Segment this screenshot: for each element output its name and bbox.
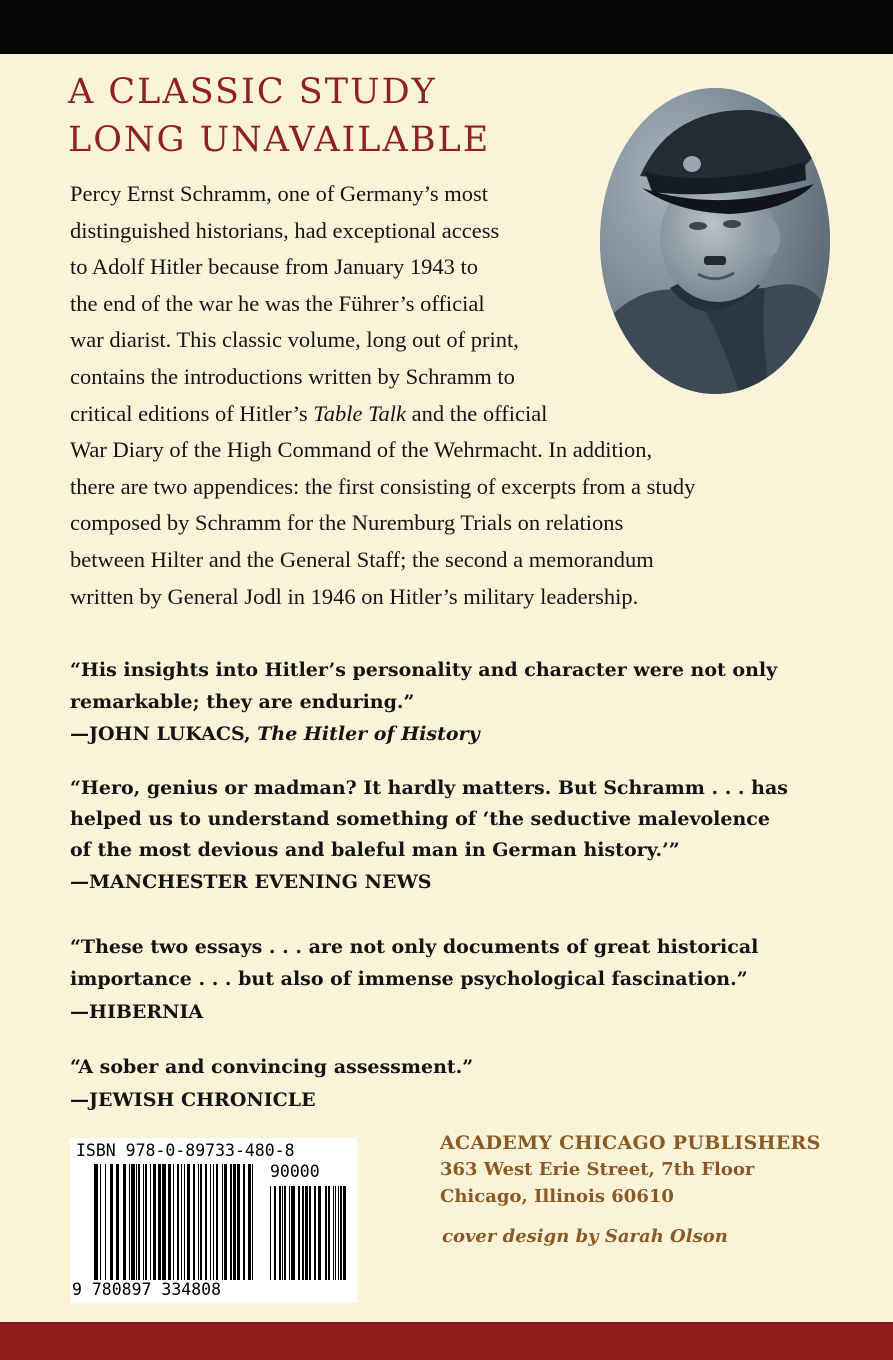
ean-number: 9 780897 334808 [72,1280,222,1299]
bottom-red-band [0,1322,893,1360]
description-line: there are two appendices: the first consisting of excerpts from a study [70,473,696,499]
barcode-bar [153,1164,156,1280]
barcode-bar [318,1186,321,1280]
barcode-bar [123,1164,126,1280]
barcode-bar [105,1164,106,1280]
book-title-table-talk: Table Talk [313,400,407,426]
barcode-bar [305,1186,308,1280]
barcode-bar [335,1186,336,1280]
quote-attribution [70,719,480,749]
barcode-bar [198,1164,199,1280]
barcode-bar [173,1164,174,1280]
barcode-bar [237,1164,240,1280]
barcode-bar [343,1186,346,1280]
description-line: contains the introductions written by Schramm to [70,364,515,389]
barcode-bar [289,1186,290,1280]
author-portrait-photo [600,88,830,394]
barcode-bar [224,1164,227,1280]
barcode-bar [314,1186,316,1280]
description-line [70,397,547,431]
barcode-bar [309,1186,311,1280]
barcode-bar [233,1164,236,1280]
publisher-address-city: Chicago, Illinois 60610 [440,1186,674,1207]
description-text: and the official [406,400,548,426]
barcode-bar [243,1164,245,1280]
headline [68,68,490,164]
barcode-bar [94,1164,98,1280]
barcode-bar [216,1164,218,1280]
description-line: written by General Jodl in 1946 on Hitler’s military leadership. [70,583,639,609]
barcode-bar [213,1164,214,1280]
barcode-bar [181,1164,182,1280]
description-line: the end of the war he was the Führer’s official [70,290,485,316]
isbn-barcode [70,1138,357,1303]
barcode-bar [168,1164,171,1280]
publisher-address-street: 363 West Erie Street, 7th Floor [440,1159,755,1180]
headline-line-2: LONG UNAVAILABLE [68,120,491,160]
quote-line: “These two essays . . . are not only documents of great historical [70,936,759,958]
attribution-name: —JOHN LUKACS, [70,723,258,745]
barcode-bar [150,1164,151,1280]
quote-line: “Hero, genius or madman? It hardly matters. But Schramm . . . has [70,777,788,799]
cover-design-credit: cover design by Sarah Olson [442,1226,728,1247]
quote-attribution: —JEWISH CHRONICLE [70,1089,316,1111]
barcode-bar [138,1164,140,1280]
quote-attribution: —HIBERNIA [70,1001,204,1023]
barcode-bar [193,1164,195,1280]
headline-line-1: A CLASSIC STUDY [68,72,437,112]
description-text: critical editions of Hitler’s [70,400,314,426]
barcode-bar [129,1164,130,1280]
quote-line: helped us to understand something of ‘the seductive malevolence [70,808,770,830]
barcode-bar [248,1164,251,1280]
barcode-bar [177,1164,179,1280]
description-line: war diarist. This classic volume, long out of print, [70,327,519,353]
barcode-bar [162,1164,166,1280]
barcode-bar [338,1186,339,1280]
barcode-bar [340,1186,342,1280]
barcode-bar [279,1186,281,1280]
description-line: between Hilter and the General Staff; the second a memorandum [70,547,654,572]
quote-line: remarkable; they are enduring.” [70,691,415,713]
attribution-source-title: The Hitler of History [257,723,480,745]
barcode-bar [270,1186,271,1280]
barcode-bar [158,1164,161,1280]
barcode-bar [116,1164,119,1280]
barcode-bar [230,1164,232,1280]
barcode-bar [205,1164,207,1280]
barcode-bar [187,1164,190,1280]
barcode-bar [110,1164,113,1280]
barcode-bar [252,1164,253,1280]
quote-line: “A sober and convincing assessment.” [70,1056,474,1078]
barcode-bar [274,1186,276,1280]
price-code: 90000 [270,1162,320,1181]
barcode-bar [328,1186,330,1280]
barcode-bar [143,1164,144,1280]
description-line: War Diary of the High Command of the Wehrmacht. In addition, [70,437,653,463]
barcode-bar [131,1164,135,1280]
description-line: distinguished historians, had exceptional access [70,217,500,243]
price-barcode-bars [270,1186,346,1280]
quote-line: importance . . . but also of immense psychological fascination.” [70,968,748,990]
barcode-bar [325,1186,327,1280]
barcode-bar [222,1164,223,1280]
barcode-bar [291,1186,295,1280]
barcode-bar [282,1186,283,1280]
barcode-bar [136,1164,137,1280]
barcode-bar [210,1164,211,1280]
description-line: Percy Ernst Schramm, one of Germany’s most [70,181,489,206]
barcode-bar [145,1164,147,1280]
description-line: to Adolf Hitler because from January 1943 to [70,254,479,280]
barcode-bar [333,1186,334,1280]
barcode-bar [302,1186,304,1280]
barcode-bar [184,1164,185,1280]
description-line: composed by Schramm for the Nuremburg Trials on relations [70,510,624,536]
barcode-bar [298,1186,300,1280]
quote-attribution: —MANCHESTER EVENING NEWS [70,871,432,893]
ean-barcode-bars [94,1164,254,1280]
barcode-bar [200,1164,202,1280]
publisher-name: ACADEMY CHICAGO PUBLISHERS [440,1132,821,1154]
portrait-illustration [600,88,830,394]
isbn-number: ISBN 978-0-89733-480-8 [76,1141,295,1160]
barcode-bar [100,1164,101,1280]
barcode-bar [284,1186,286,1280]
top-black-band [0,0,893,54]
quote-line: of the most devious and baleful man in German history.’” [70,839,680,861]
quote-line: “His insights into Hitler’s personality and character were not only [70,659,778,681]
